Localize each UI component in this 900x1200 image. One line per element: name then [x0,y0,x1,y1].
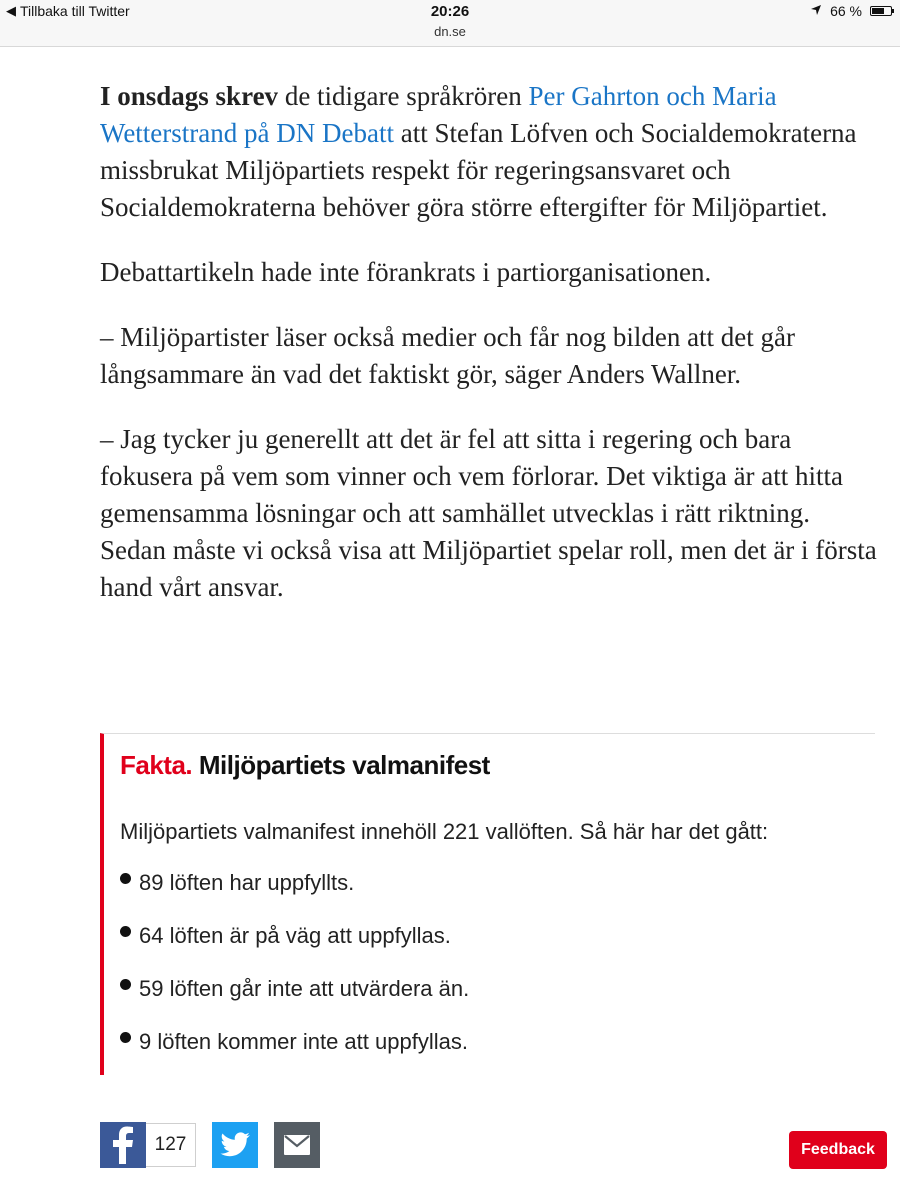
back-chevron-icon: ◀ [6,3,16,18]
article-paragraph-4: – Jag tycker ju generellt att det är fel att sitta i regering och bara fokusera på vem som vinner och vem förlorar. Det viktiga är att hitta gemensamma lösningar och att samhället utvecklas i rätt riktning. Sedan måste vi också visa att Miljöpartiet spelar roll, men det är i första hand vårt ansvar. [100,424,877,602]
clock: 20:26 [430,3,470,20]
url-bar[interactable]: dn.se [434,24,466,39]
debate-article-link[interactable]: Per Gahrton och Maria Wetterstrand på DN Debatt [100,81,777,148]
list-item-text: 59 löften går inte att utvärdera än. [139,976,470,1001]
paragraph-lead: I onsdags skrev [100,81,279,111]
location-arrow-icon [810,3,822,19]
paragraph-text: de tidigare språkrören [278,81,529,111]
status-indicators [810,3,892,19]
list-item [120,1029,469,1082]
fact-intro: Miljöpartiets valmanifest innehöll 221 vallöften. Så här har det gått: [120,819,769,844]
facebook-share-group [100,1122,196,1168]
bullet-icon [120,1032,131,1043]
fact-box [100,733,875,1075]
article-body [100,78,880,634]
fact-heading: Miljöpartiets valmanifest [198,750,490,780]
email-share-button[interactable] [274,1122,320,1168]
battery-icon [870,6,892,16]
mail-icon [284,1135,310,1155]
facebook-icon [112,1126,134,1164]
bullet-icon [120,979,131,990]
list-item [120,976,469,1029]
twitter-share-button[interactable] [212,1122,258,1168]
list-item-text: 64 löften är på väg att uppfyllas. [139,923,451,948]
list-item [120,870,469,923]
facebook-share-count: 127 [146,1123,196,1167]
share-bar [100,1122,320,1168]
list-item-text: 89 löften har uppfyllts. [139,870,355,895]
feedback-button[interactable]: Feedback [789,1131,887,1169]
fact-list [120,870,469,1082]
bullet-icon [120,873,131,884]
bullet-icon [120,926,131,937]
twitter-bird-icon [220,1132,250,1158]
facebook-share-button[interactable] [100,1122,146,1168]
fact-label: Fakta. [120,750,193,780]
status-bar [0,0,900,47]
battery-percent: 66 % [830,3,862,19]
fact-box-title [120,750,490,781]
list-item [120,923,469,976]
back-label: Tillbaka till Twitter [20,3,130,19]
article-paragraph-1 [100,78,880,226]
article-paragraph-2: Debattartikeln hade inte förankrats i partiorganisationen. [100,257,712,287]
list-item-text: 9 löften kommer inte att uppfyllas. [139,1029,468,1054]
paragraph-text: att Stefan Löfven och Socialdemokraterna missbrukat Miljöpartiets respekt för regeringsansvaret och Socialdemokraterna behöver göra större eftergifter för Miljöpartiet. [100,118,857,222]
article-paragraph-3: – Miljöpartister läser också medier och får nog bilden att det går långsammare än vad det faktiskt gör, säger Anders Wallner. [100,322,796,389]
